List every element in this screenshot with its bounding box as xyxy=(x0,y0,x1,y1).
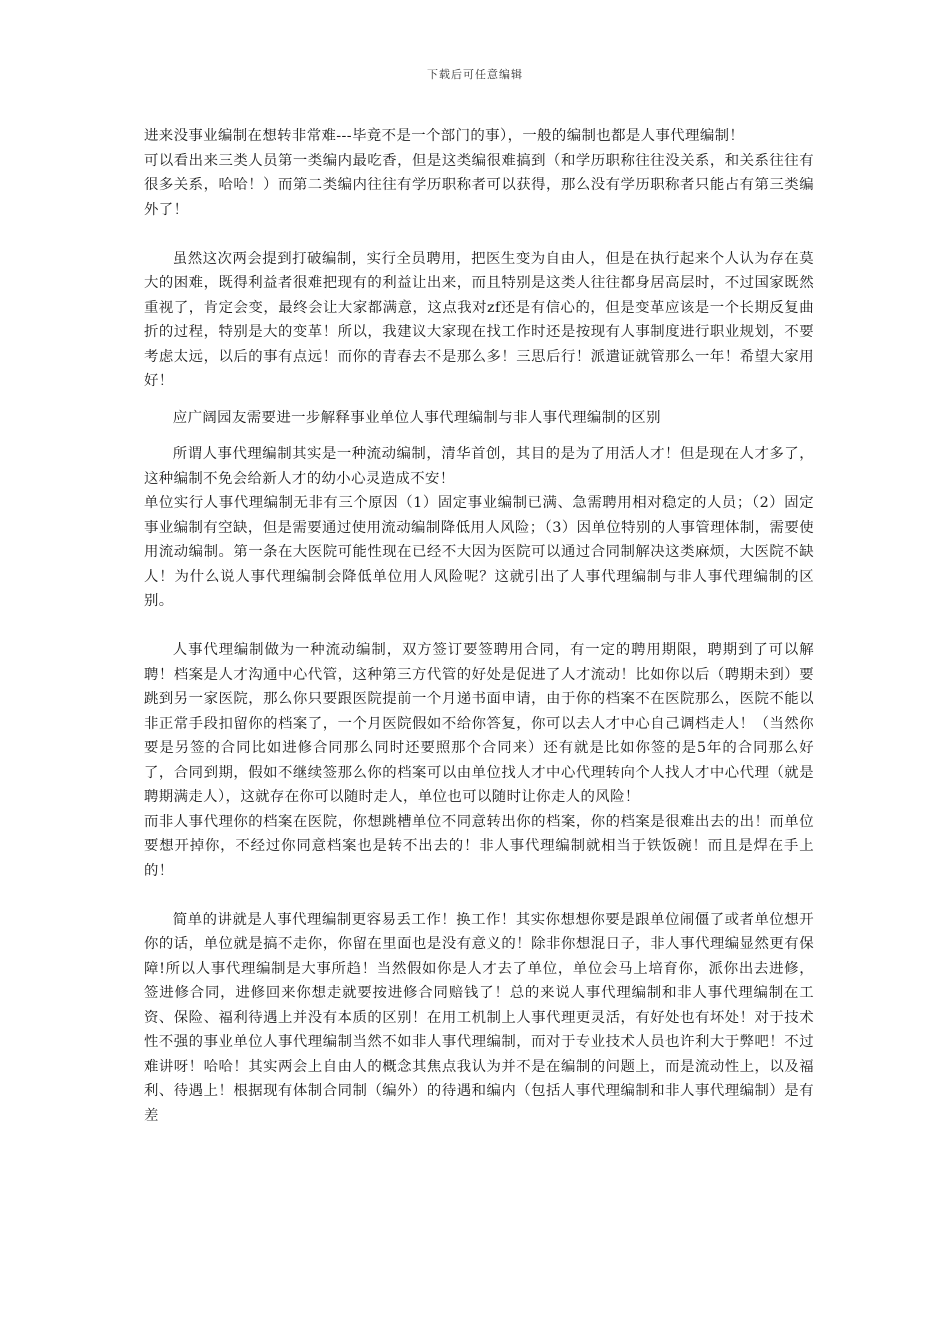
paragraph-spacer xyxy=(144,222,814,247)
paragraph-2: 可以看出来三类人员第一类编内最吃香，但是这类编很难搞到（和学历职称往往没关系，和关系往往有很多关系，哈哈！）而第二类编内往往有学历职称者可以获得，那么没有学历职称者只能占有第三类编外了！ xyxy=(144,152,814,218)
paragraph-5: 单位实行人事代理编制无非有三个原因（1）固定事业编制已满、急需聘用相对稳定的人员；（2）固定事业编制有空缺，但是需要通过使用流动编制降低用人风险；（3）因单位特别的人事管理体制，需要使用流动编制。第一条在大医院可能性现在已经不大因为医院可以通过合同制解决这类麻烦，大医院不缺人！为什么说人事代理编制会降低单位用人风险呢？这就引出了人事代理编制与非人事代理编制的区别。 xyxy=(144,495,814,609)
paragraph-7: 而非人事代理你的档案在医院，你想跳槽单位不同意转出你的档案，你的档案是很难出去的出！而单位要想开掉你，不经过你同意档案也是转不出去的！非人事代理编制就相当于铁饭碗！而且是焊在手上的！ xyxy=(144,813,814,879)
paragraph-spacer xyxy=(144,394,814,406)
paragraph-8: 简单的讲就是人事代理编制更容易丢工作！换工作！其实你想想你要是跟单位闹僵了或者单位想开你的话，单位就是搞不走你，你留在里面也是没有意义的！除非你想混日子，非人事代理编显然更有保障!所以人事代理编制是大事所趋！当然假如你是人才去了单位，单位会马上培育你，派你出去进修，签进修合同，进修回来你想走就要按进修合同赔钱了！总的来说人事代理编制和非人事代理编制在工资、保险、福利待遇上并没有本质的区别！在用工机制上人事代理更灵活，有好处也有坏处！对于技术性不强的事业单位人事代理编制当然不如非人事代理编制，而对于专业技术人员也许利大于弊吧！不过难讲呀！哈哈！其实两会上自由人的概念其焦点我认为并不是在编制的问题上，而是流动性上，以及福利、待遇上！根据现有体制合同制（编外）的待遇和编内（包括人事代理编制和非人事代理编制）是有差 xyxy=(144,911,814,1124)
paragraph-spacer xyxy=(144,614,814,639)
document-body xyxy=(144,124,814,1128)
paragraph-1: 进来没事业编制在想转非常难---毕竟不是一个部门的事），一般的编制也都是人事代理编制！ xyxy=(144,128,745,144)
section-heading: 应广阔园友需要进一步解释事业单位人事代理编制与非人事代理编制的区别 xyxy=(172,409,661,426)
paragraph-6: 人事代理编制做为一种流动编制，双方签订要签聘用合同，有一定的聘用期限，聘期到了可以解聘！档案是人才沟通中心代管，这种第三方代管的好处是促进了人才流动！比如你以后（聘期未到）要跳到另一家医院，那么你只要跟医院提前一个月递书面申请，由于你的档案不在医院那么，医院不能以非正常手段扣留你的档案了，一个月医院假如不给你答复，你可以去人才中心自己调档走人！（当然你要是另签的合同比如进修合同那么同时还要照那个合同来）还有就是比如你签的是5年的合同那么好了，合同到期，假如不继续签那么你的档案可以由单位找人才中心代理转向个人找人才中心代理（就是聘期满走人），这就存在你可以随时走人，单位也可以随时让你走人的风险！ xyxy=(144,642,814,805)
paragraph-3: 虽然这次两会提到打破编制，实行全员聘用，把医生变为自由人，但是在执行起来个人认为存在莫大的困难，既得利益者很难把现有的利益让出来，而且特别是这类人往往都身居高层时，不过国家既然重视了，肯定会变，最终会让大家都满意，这点我对zf还是有信心的，但是变革应该是一个长期反复曲折的过程，特别是大的变革！所以，我建议大家现在找工作时还是按现有人事制度进行职业规划，不要考虑太远，以后的事有点远！而你的青春去不是那么多！三思后行！派遣证就管那么一年！希望大家用好！ xyxy=(144,250,814,389)
paragraph-4: 所谓人事代理编制其实是一种流动编制，清华首创，其目的是为了用活人才！但是现在人才多了，这种编制不免会给新人才的幼小心灵造成不安！ xyxy=(144,446,814,487)
paragraph-spacer xyxy=(144,430,814,442)
paragraph-spacer xyxy=(144,883,814,908)
page-header: 下载后可任意编辑 xyxy=(427,68,523,81)
